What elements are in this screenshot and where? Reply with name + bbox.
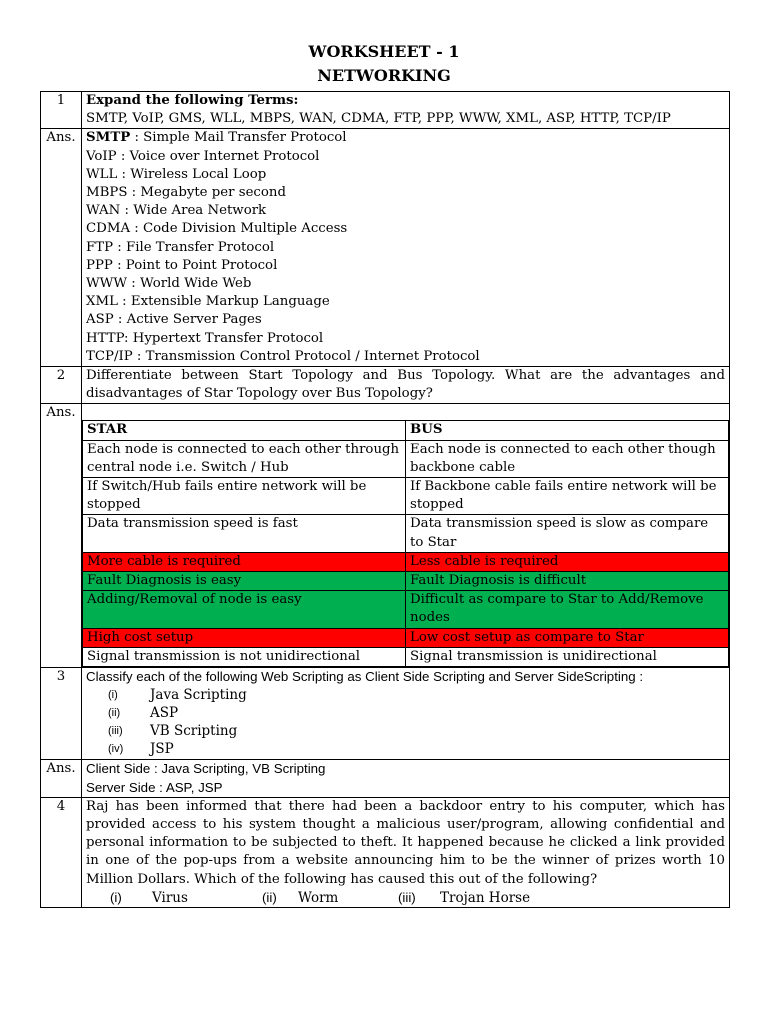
question-number: 2: [41, 367, 82, 404]
question-heading: Expand the following Terms:: [86, 93, 299, 108]
term-abbreviation: CDMA: [86, 221, 131, 237]
comparison-row: [83, 591, 729, 628]
term-separator: :: [127, 185, 141, 201]
term-separator: :: [127, 276, 140, 292]
bus-cell: Signal transmission is unidirectional: [406, 647, 729, 666]
term-separator: :: [132, 348, 146, 364]
term-expansion: Hypertext Transfer Protocol: [132, 330, 324, 346]
bus-cell: Less cable is required: [406, 552, 729, 571]
term-abbreviation: FTP: [86, 239, 114, 255]
bus-cell: Data transmission speed is slow as compare to Star: [406, 515, 729, 552]
question-number: 3: [41, 668, 82, 760]
term-definition: [86, 148, 725, 166]
term-definition: [86, 311, 725, 329]
star-cell: Fault Diagnosis is easy: [83, 572, 406, 591]
star-cell: More cable is required: [83, 552, 406, 571]
term-definition: [86, 220, 725, 238]
term-expansion: Megabyte per second: [140, 185, 286, 201]
term-expansion: Transmission Control Protocol / Internet Protocol: [145, 348, 480, 364]
comparison-row: [83, 647, 729, 666]
term-separator: :: [116, 148, 130, 164]
question-text: Differentiate between Start Topology and Bus Topology. What are the advantages and disadvantages of Star Topology over Bus Topology?: [82, 367, 730, 404]
term-definition: [86, 129, 725, 147]
star-cell: High cost setup: [83, 628, 406, 647]
worksheet-title: WORKSHEET - 1: [308, 42, 460, 61]
answer-comparison: [82, 404, 730, 668]
bus-header: BUS: [406, 421, 729, 440]
option-label: (i): [110, 889, 122, 905]
question-text: [82, 92, 730, 129]
term-abbreviation: XML: [86, 294, 118, 310]
term-expansion: Wireless Local Loop: [130, 166, 267, 182]
bus-cell: Difficult as compare to Star to Add/Remove nodes: [406, 591, 729, 628]
scripting-option: [86, 722, 725, 740]
term-separator: :: [117, 166, 131, 182]
term-separator: :: [120, 203, 134, 219]
question-number: 1: [41, 92, 82, 129]
bus-cell: Low cost setup as compare to Star: [406, 628, 729, 647]
term-definition: [86, 239, 725, 257]
answer-row-3: [41, 760, 730, 797]
term-separator: :: [113, 312, 127, 328]
term-abbreviation: WWW: [86, 276, 128, 292]
term-definition: [86, 293, 725, 311]
term-separator: :: [130, 130, 144, 146]
answer-text: [82, 129, 730, 367]
answer-options: [86, 889, 725, 907]
scripting-option: [86, 704, 725, 722]
term-definition: [86, 202, 725, 220]
term-expansion: Code Division Multiple Access: [143, 221, 348, 237]
question-number: 4: [41, 797, 82, 907]
star-cell: Data transmission speed is fast: [83, 515, 406, 552]
comparison-row: [83, 515, 729, 552]
option-numeral: (i): [108, 689, 118, 702]
option-text: Worm: [298, 889, 339, 906]
scripting-option: [86, 740, 725, 758]
term-expansion: Extensible Markup Language: [130, 294, 330, 310]
answer-row-2: [41, 404, 730, 668]
answer-label: Ans.: [41, 760, 82, 797]
answer-text: [82, 760, 730, 797]
worksheet-table: [40, 91, 730, 908]
star-cell: If Switch/Hub fails entire network will be stopped: [83, 478, 406, 515]
term-definition: [86, 257, 725, 275]
comparison-row: [83, 628, 729, 647]
term-abbreviation: WAN: [86, 203, 121, 219]
bus-cell: Fault Diagnosis is difficult: [406, 572, 729, 591]
term-separator: :: [113, 239, 126, 255]
bus-cell: If Backbone cable fails entire network will be stopped: [406, 478, 729, 515]
comparison-row: [83, 478, 729, 515]
terms-list: SMTP, VoIP, GMS, WLL, MBPS, WAN, CDMA, FTP, PPP, WWW, XML, ASP, HTTP, TCP/IP: [86, 111, 671, 127]
term-definition: [86, 275, 725, 293]
term-definition: [86, 330, 725, 348]
option-label: (iii): [398, 889, 416, 905]
comparison-header: [83, 421, 729, 440]
star-cell: Adding/Removal of node is easy: [83, 591, 406, 628]
term-definition: [86, 166, 725, 184]
term-definition: [86, 184, 725, 202]
term-abbreviation: SMTP: [86, 130, 131, 146]
option-text: VB Scripting: [150, 723, 238, 740]
term-abbreviation: TCP/IP: [86, 348, 133, 364]
answer-label: Ans.: [41, 404, 82, 668]
term-abbreviation: WLL: [86, 166, 118, 182]
option-numeral: (iv): [108, 743, 124, 756]
question-row-2: [41, 367, 730, 404]
worksheet-subtitle: NETWORKING: [317, 66, 451, 85]
option-text: Trojan Horse: [440, 889, 531, 906]
option-text: JSP: [150, 741, 174, 758]
server-side-answer: Server Side : ASP, JSP: [86, 779, 223, 795]
option-text: Java Scripting: [150, 687, 247, 704]
client-side-answer: Client Side : Java Scripting, VB Scripting: [86, 761, 326, 777]
term-abbreviation: HTTP:: [86, 330, 129, 346]
term-separator: :: [117, 294, 131, 310]
term-expansion: Wide Area Network: [133, 203, 267, 219]
option-text: ASP: [150, 705, 179, 722]
question-row-3: [41, 668, 730, 760]
question-row-1: [41, 92, 730, 129]
comparison-table: [82, 420, 729, 667]
question-text: [82, 668, 730, 760]
question-paragraph: Raj has been informed that there had been a backdoor entry to his computer, which has provided access to his system thought a malicious user/program, allowing confidential and personal information to be subjected to theft. It happened because he clicked a link provided in one of the pop-ups from a website announcing him to be the winner of prizes worth 10 Million Dollars. Which of the following has caused this out of the following?: [86, 798, 725, 887]
term-abbreviation: MBPS: [86, 185, 128, 201]
term-expansion: Simple Mail Transfer Protocol: [143, 130, 347, 146]
term-expansion: Active Server Pages: [126, 312, 262, 328]
star-header: STAR: [83, 421, 406, 440]
option-numeral: (ii): [108, 707, 121, 720]
term-abbreviation: PPP: [86, 257, 113, 273]
term-expansion: Point to Point Protocol: [125, 257, 278, 273]
question-text: Classify each of the following Web Scripting as Client Side Scripting and Server SideScripting :: [86, 669, 644, 685]
bus-cell: Each node is connected to each other though backbone cable: [406, 440, 729, 477]
comparison-row: [83, 440, 729, 477]
term-expansion: World Wide Web: [139, 276, 252, 292]
term-abbreviation: ASP: [86, 312, 114, 328]
term-expansion: File Transfer Protocol: [125, 239, 275, 255]
answer-row-1: [41, 129, 730, 367]
answer-label: Ans.: [41, 129, 82, 367]
term-separator: :: [130, 221, 143, 237]
option-text: Virus: [152, 889, 188, 906]
option-numeral: (iii): [108, 725, 123, 738]
comparison-row: [83, 552, 729, 571]
star-cell: Each node is connected to each other through central node i.e. Switch / Hub: [83, 440, 406, 477]
term-definition: [86, 348, 725, 366]
question-text: [82, 797, 730, 907]
term-separator: :: [112, 257, 126, 273]
question-row-4: [41, 797, 730, 907]
comparison-row: [83, 572, 729, 591]
option-label: (ii): [262, 889, 277, 905]
term-abbreviation: VoIP: [86, 148, 117, 164]
term-expansion: Voice over Internet Protocol: [129, 148, 320, 164]
scripting-option: [86, 686, 725, 704]
star-cell: Signal transmission is not unidirectional: [83, 647, 406, 666]
